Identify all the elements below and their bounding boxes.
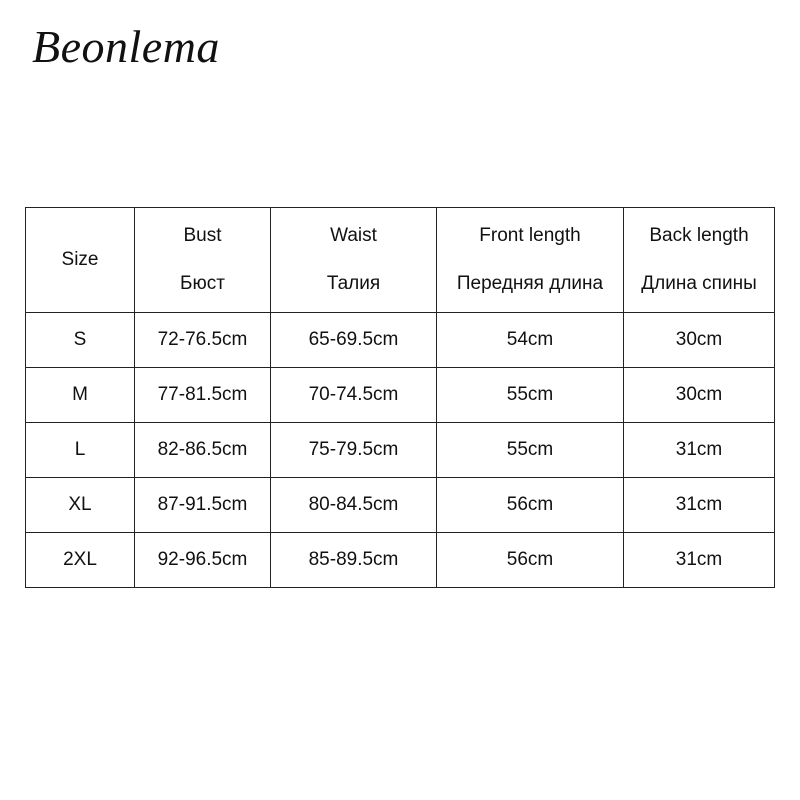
- cell-waist: 80-84.5cm: [271, 478, 437, 533]
- cell-size: XL: [26, 478, 135, 533]
- cell-size: S: [26, 313, 135, 368]
- cell-bust: 92-96.5cm: [135, 533, 271, 588]
- header-waist: [271, 208, 437, 313]
- cell-back-length: 30cm: [624, 368, 775, 423]
- cell-size: 2XL: [26, 533, 135, 588]
- cell-size: M: [26, 368, 135, 423]
- header-back-length-ru: Длина спины: [641, 273, 757, 294]
- header-back-length: [624, 208, 775, 313]
- table-row: [26, 368, 775, 423]
- header-waist-en: Waist: [330, 225, 377, 246]
- cell-front-length: 55cm: [437, 368, 624, 423]
- header-bust-ru: Бюст: [180, 273, 225, 294]
- table-row: [26, 423, 775, 478]
- cell-front-length: 56cm: [437, 478, 624, 533]
- header-waist-ru: Талия: [326, 273, 381, 294]
- table-header-row: [26, 208, 775, 313]
- header-front-length-ru: Передняя длина: [456, 273, 604, 294]
- header-bust-en: Bust: [183, 225, 222, 246]
- cell-bust: 82-86.5cm: [135, 423, 271, 478]
- cell-bust: 87-91.5cm: [135, 478, 271, 533]
- cell-back-length: 31cm: [624, 423, 775, 478]
- cell-waist: 85-89.5cm: [271, 533, 437, 588]
- cell-bust: 77-81.5cm: [135, 368, 271, 423]
- cell-bust: 72-76.5cm: [135, 313, 271, 368]
- cell-size: L: [26, 423, 135, 478]
- cell-waist: 70-74.5cm: [271, 368, 437, 423]
- cell-back-length: 31cm: [624, 533, 775, 588]
- cell-waist: 65-69.5cm: [271, 313, 437, 368]
- table-row: [26, 478, 775, 533]
- cell-front-length: 54cm: [437, 313, 624, 368]
- size-chart-table: [25, 207, 775, 588]
- cell-front-length: 55cm: [437, 423, 624, 478]
- header-back-length-en: Back length: [649, 225, 749, 246]
- header-size-label: Size: [61, 249, 99, 270]
- table-row: [26, 533, 775, 588]
- header-size: [26, 208, 135, 313]
- table-row: [26, 313, 775, 368]
- header-front-length: [437, 208, 624, 313]
- cell-back-length: 30cm: [624, 313, 775, 368]
- cell-front-length: 56cm: [437, 533, 624, 588]
- header-bust: [135, 208, 271, 313]
- header-front-length-en: Front length: [479, 225, 581, 246]
- cell-back-length: 31cm: [624, 478, 775, 533]
- cell-waist: 75-79.5cm: [271, 423, 437, 478]
- brand-logo: Beonlema: [32, 21, 220, 72]
